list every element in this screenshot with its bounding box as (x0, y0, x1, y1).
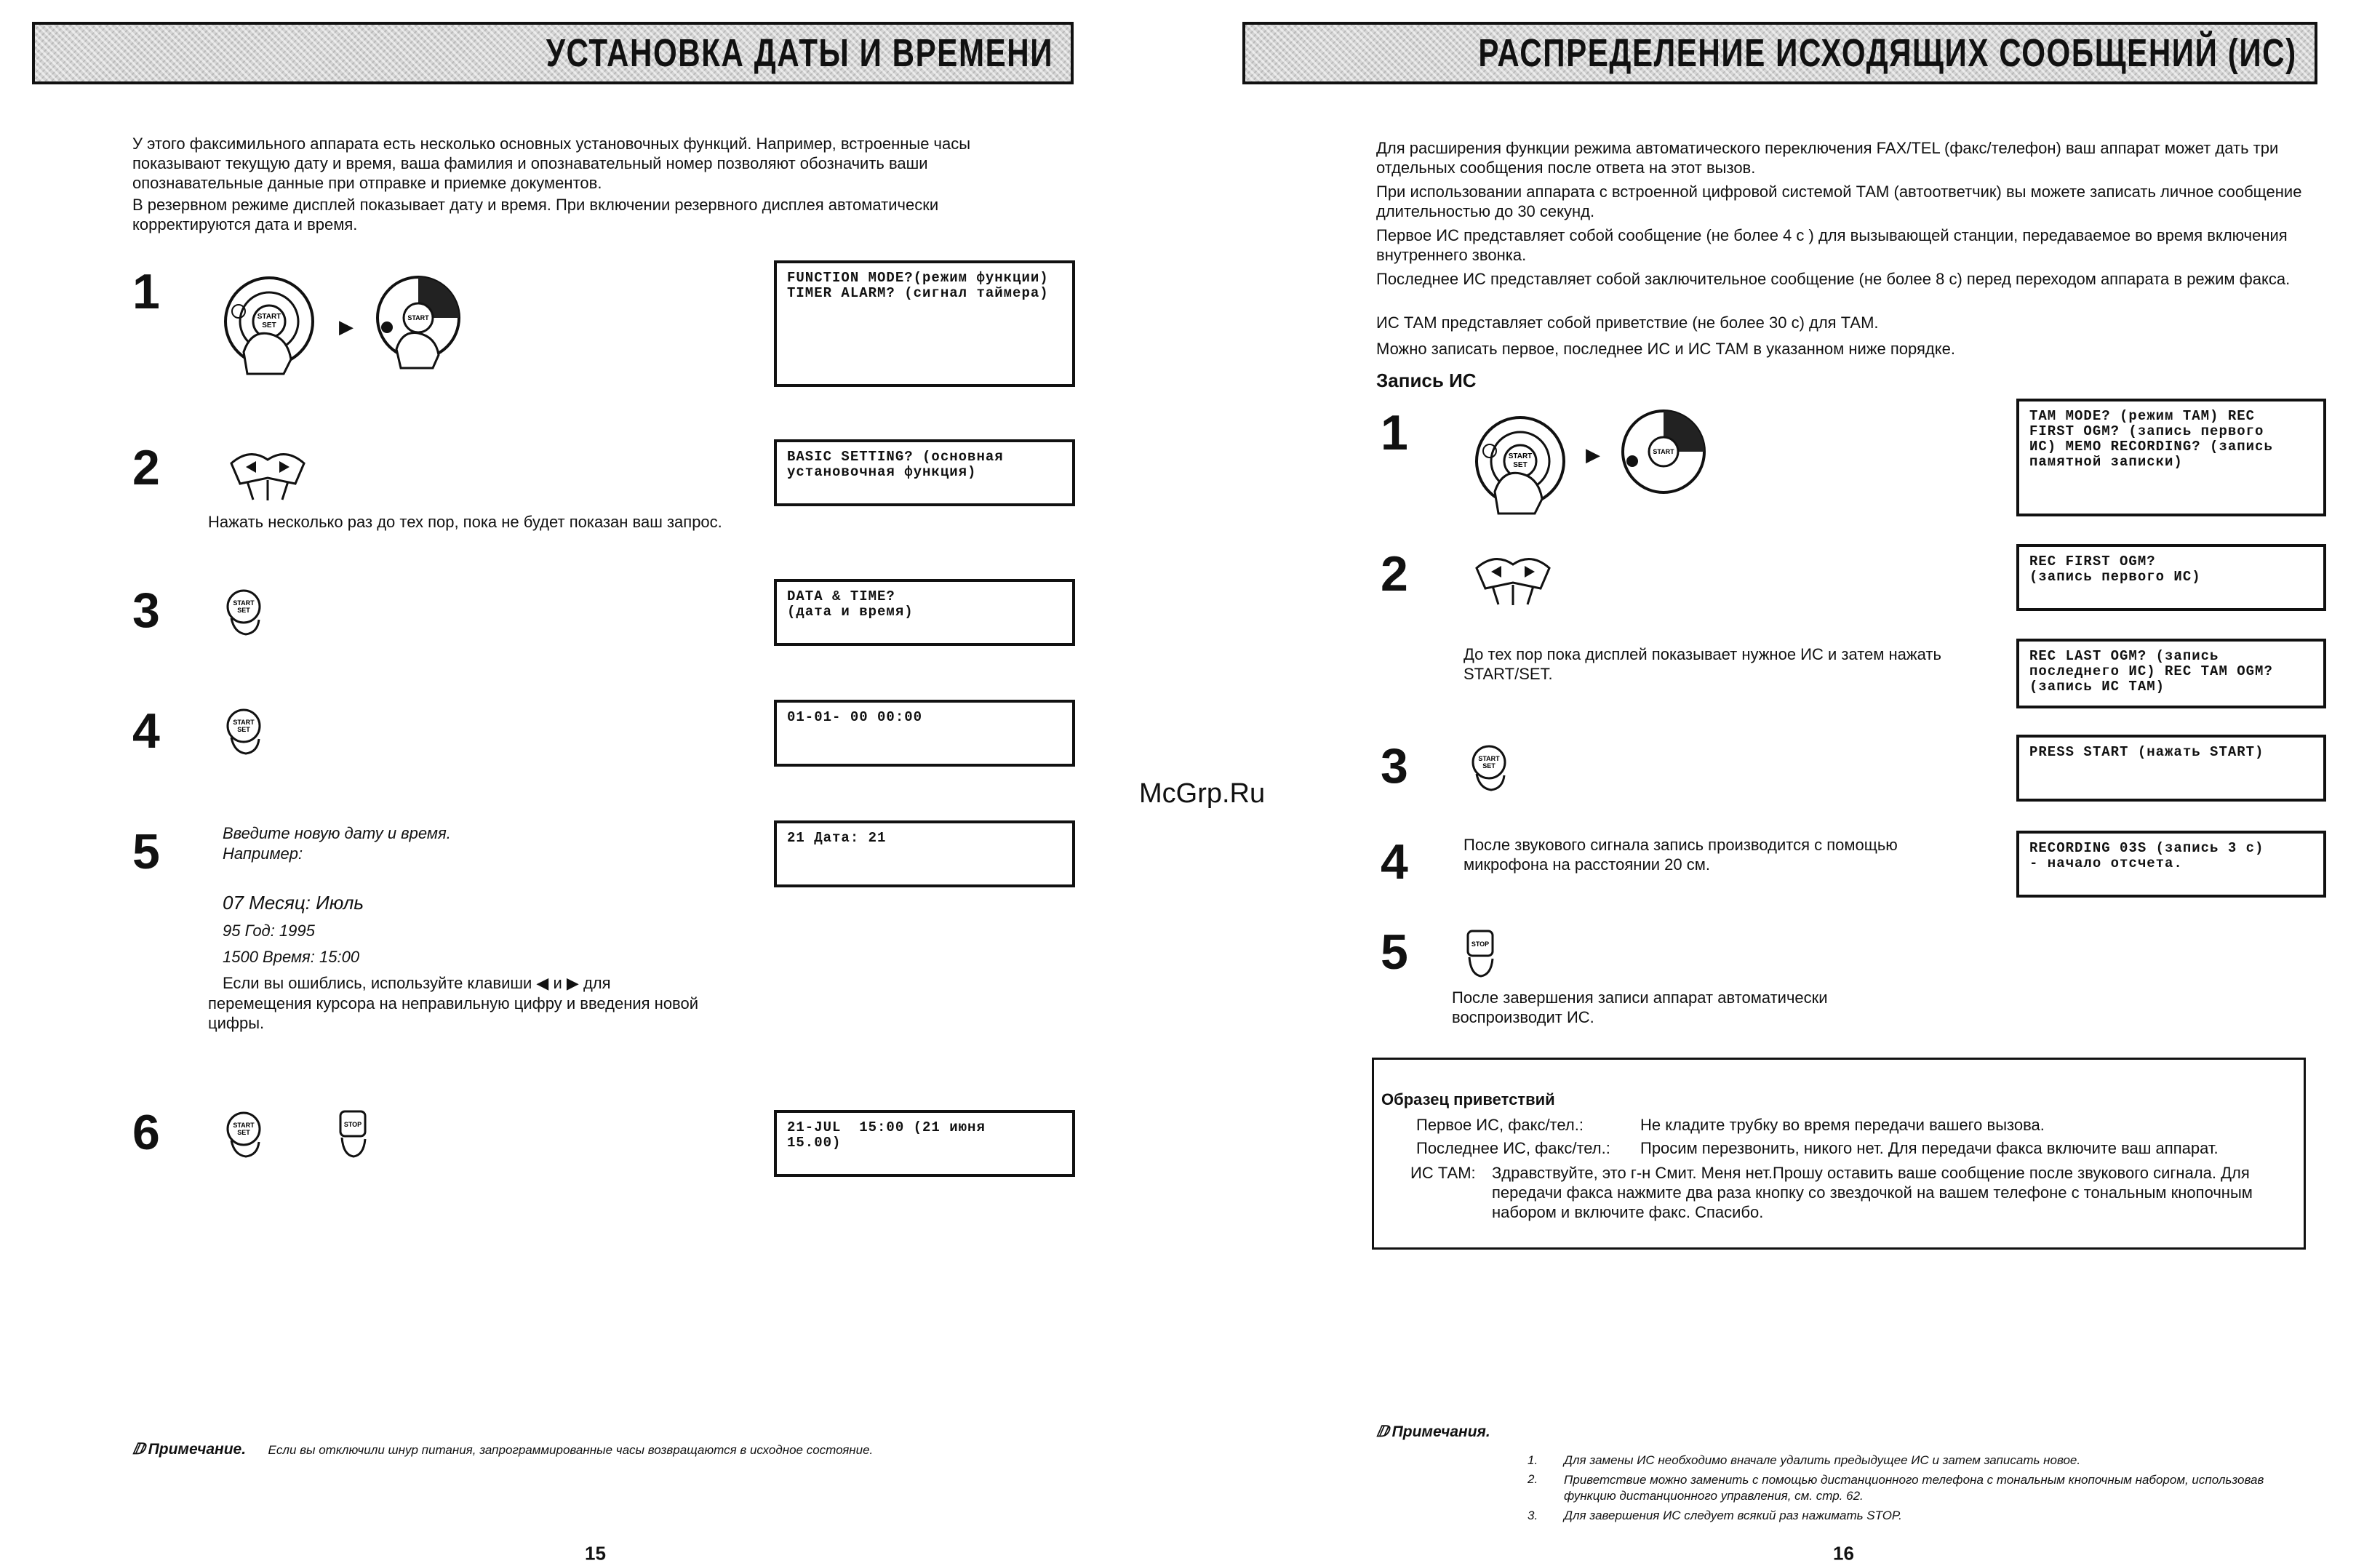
left-step-5-text-2: Например: (223, 844, 303, 863)
right-intro-2: При использовании аппарата с встроенной цифровой системой ТАМ (автоответчик) вы можете записать личное сообщение длительностью до 30 секунд. (1376, 183, 2302, 220)
left-step-5-number: 5 (132, 824, 160, 879)
right-intro-6: Можно записать первое, последнее ИС и ИС ТАМ в указанном ниже порядке. (1376, 340, 1955, 358)
svg-text:START: START (407, 314, 429, 321)
text-3b: и (553, 974, 562, 992)
right-note-2-num: 2. (1528, 1472, 1538, 1486)
left-intro-2: В резервном режиме дисплей показывает дату и время. При включении резервного дисплея автоматически корректируются дата и время. (132, 196, 939, 233)
text-3a: Если вы ошиблись, используйте клавиши (223, 974, 532, 992)
left-step-4-number: 4 (132, 703, 160, 759)
dial-panel-pressed-icon (364, 271, 473, 372)
right-step-5-number: 5 (1381, 924, 1408, 980)
svg-text:SET: SET (262, 321, 276, 329)
left-step-6-number: 6 (132, 1105, 160, 1160)
svg-text:SET: SET (1513, 461, 1528, 469)
right-intro-4: Последнее ИС представляет собой заключительное сообщение (не более 8 с) перед переходом аппарата в режим факса. (1376, 270, 2291, 288)
left-step-1-number: 1 (132, 264, 160, 319)
right-subheading: Запись ИС (1376, 369, 1477, 391)
right-notes-header (1376, 1423, 1490, 1441)
left-step-5-example-2: 95 Год: 1995 (223, 922, 315, 940)
arrow-right-icon: ▶ (1586, 444, 1600, 466)
right-page-number: 16 (1833, 1542, 1854, 1565)
right-step-4-text: После звукового сигнала запись производится с помощью микрофона на расстоянии 20 см. (1463, 836, 1898, 874)
sample-text-1: Не кладите трубку во время передачи вашего вызова. (1640, 1116, 2045, 1134)
left-step-2-number: 2 (132, 440, 160, 495)
left-step-2-display: BASIC SETTING? (основная установочная функция) (774, 439, 1075, 506)
sample-label-1: Первое ИС, факс/тел.: (1416, 1116, 1584, 1134)
svg-text:START: START (257, 313, 281, 321)
right-step-4-display: RECORDING 03S (запись 3 с) - начало отсчета. (2016, 831, 2326, 898)
right-step-2-display-2: REC LAST OGM? (запись последнего ИС) REC TAM OGM? (запись ИС ТАМ) (2016, 639, 2326, 708)
svg-text:START: START (233, 719, 255, 726)
left-step-5-text-1: Введите новую дату и время. (223, 824, 451, 842)
arrow-right-icon: ▶ (339, 316, 354, 337)
right-step-2-display: REC FIRST OGM? (запись первого ИС) (2016, 544, 2326, 611)
sample-label-3: ИС ТАМ: (1410, 1164, 1476, 1182)
left-step-3-number: 3 (132, 583, 160, 638)
watermark-text: McGrp.Ru (1139, 778, 1266, 809)
left-step-5-text-3 (223, 973, 611, 993)
arrow-keys-icon (224, 445, 311, 503)
left-step-1-display: FUNCTION MODE?(режим функции) TIMER ALARM? (сигнал таймера) (774, 260, 1075, 387)
start-set-key-icon (221, 707, 266, 755)
left-arrow-key-icon: ◀ (536, 974, 549, 992)
right-note-3-text: Для завершения ИС следует всякий раз нажимать STOP. (1564, 1509, 1902, 1522)
right-step-3-number: 3 (1381, 738, 1408, 794)
right-note-1-text: Для замены ИС необходимо вначале удалить предыдущее ИС и затем записать новое. (1564, 1453, 2081, 1467)
left-page-number: 15 (585, 1542, 606, 1565)
right-intro-3: Первое ИС представляет собой сообщение (не более 4 с ) для вызывающей станции, передаваемое во время включения внутреннего звонка. (1376, 226, 2288, 264)
svg-text:STOP: STOP (343, 1121, 362, 1128)
left-step-2-text: Нажать несколько раз до тех пор, пока не будет показан ваш запрос. (208, 513, 722, 531)
svg-text:START: START (233, 599, 255, 607)
svg-text:SET: SET (237, 726, 250, 733)
svg-text:SET: SET (237, 607, 250, 614)
left-step-3-display: DATA & TIME? (дата и время) (774, 579, 1075, 646)
right-step-5-text: После завершения записи аппарат автоматически воспроизводит ИС. (1452, 988, 1828, 1026)
right-note-3-num: 3. (1528, 1509, 1538, 1522)
stop-key-icon (1463, 928, 1497, 979)
svg-text:SET: SET (1482, 762, 1496, 770)
left-note-label: Примечание. (148, 1441, 247, 1458)
start-set-key-icon (221, 1110, 266, 1158)
arrow-keys-icon (1469, 550, 1557, 608)
left-note-text: Если вы отключили шнур питания, запрограммированные часы возвращаются в исходное состояние. (268, 1443, 874, 1457)
dial-panel-icon (1462, 410, 1578, 519)
svg-text:SET: SET (237, 1129, 250, 1136)
svg-text:START: START (1508, 452, 1533, 460)
svg-text:START: START (1653, 448, 1674, 455)
right-note-1-num: 1. (1528, 1453, 1538, 1467)
text-3c: для (583, 974, 611, 992)
svg-text:START: START (1478, 755, 1500, 762)
sample-greetings-box (1372, 1058, 2306, 1250)
right-step-2-text: До тех пор пока дисплей показывает нужное ИС и затем нажать START/SET. (1463, 645, 1941, 683)
left-header-title: УСТАНОВКА ДАТЫ И ВРЕМЕНИ (546, 31, 1053, 75)
start-set-key-icon (1466, 743, 1512, 791)
right-intro-5: ИС ТАМ представляет собой приветствие (не более 30 с) для ТАМ. (1376, 313, 1879, 332)
dial-panel-pressed-icon (1609, 404, 1718, 506)
dial-panel-icon (211, 271, 327, 380)
left-step-5-example-3: 1500 Время: 15:00 (223, 948, 360, 966)
right-note-2-text: Приветствие можно заменить с помощью дистанционного телефона с тональным кнопочным набором, использовав функцию дистанционного управления, см. стр. 62. (1564, 1473, 2264, 1503)
left-step-4-display: 01-01- 00 00:00 (774, 700, 1075, 767)
right-header-banner (1242, 22, 2317, 84)
left-step-5-text-4: перемещения курсора на неправильную цифру и введения новой цифры. (208, 994, 699, 1032)
stop-key-icon (336, 1108, 370, 1159)
right-step-4-number: 4 (1381, 834, 1408, 890)
right-notes-label: Примечания. (1391, 1423, 1490, 1440)
left-step-6-display: 21-JUL 15:00 (21 июня 15.00) (774, 1110, 1075, 1177)
sample-text-2: Просим перезвонить, никого нет. Для передачи факса включите ваш аппарат. (1640, 1139, 2219, 1157)
right-arrow-key-icon: ▶ (566, 974, 579, 992)
left-intro-1: У этого факсимильного аппарата есть несколько основных установочных функций. Например, встроенные часы показывают текущую дату и время, ваша фамилия и опознавательный номер позволяют обозначить ваши опознавательные данные при отправке и приемке документов. (132, 135, 971, 192)
sample-title: Образец приветствий (1381, 1090, 1555, 1108)
left-header-banner (32, 22, 1074, 84)
start-set-key-icon (221, 588, 266, 636)
note-icon: ⅅ (132, 1441, 145, 1458)
note-icon: ⅅ (1376, 1423, 1389, 1440)
right-step-1-number: 1 (1381, 405, 1408, 460)
svg-text:STOP: STOP (1471, 940, 1490, 948)
sample-label-2: Последнее ИС, факс/тел.: (1416, 1139, 1610, 1157)
left-step-5-example-1: 07 Месяц: Июль (223, 892, 364, 914)
right-step-1-display: TAM MODE? (режим ТАМ) REC FIRST OGM? (запись первого ИС) MEMO RECORDING? (запись памятной записки) (2016, 399, 2326, 516)
right-intro-1: Для расширения функции режима автоматического переключения FAX/TEL (факс/телефон) ваш аппарат может дать три отдельных сообщения после ответа на этот вызов. (1376, 139, 2279, 177)
right-header-title: РАСПРЕДЕЛЕНИЕ ИСХОДЯЩИХ СООБЩЕНИЙ (ИС) (1478, 31, 2297, 75)
svg-text:START: START (233, 1122, 255, 1129)
sample-text-3: Здравствуйте, это г-н Смит. Меня нет.Прошу оставить ваше сообщение после звукового сигнала. Для передачи факса нажмите два раза кнопку со звездочкой на вашем телефоне с тональным кнопочным набором и включите факс. Спасибо. (1492, 1164, 2253, 1221)
left-step-5-display: 21 Дата: 21 (774, 820, 1075, 887)
left-note (132, 1440, 1078, 1458)
right-step-3-display: PRESS START (нажать START) (2016, 735, 2326, 802)
right-step-2-number: 2 (1381, 546, 1408, 602)
